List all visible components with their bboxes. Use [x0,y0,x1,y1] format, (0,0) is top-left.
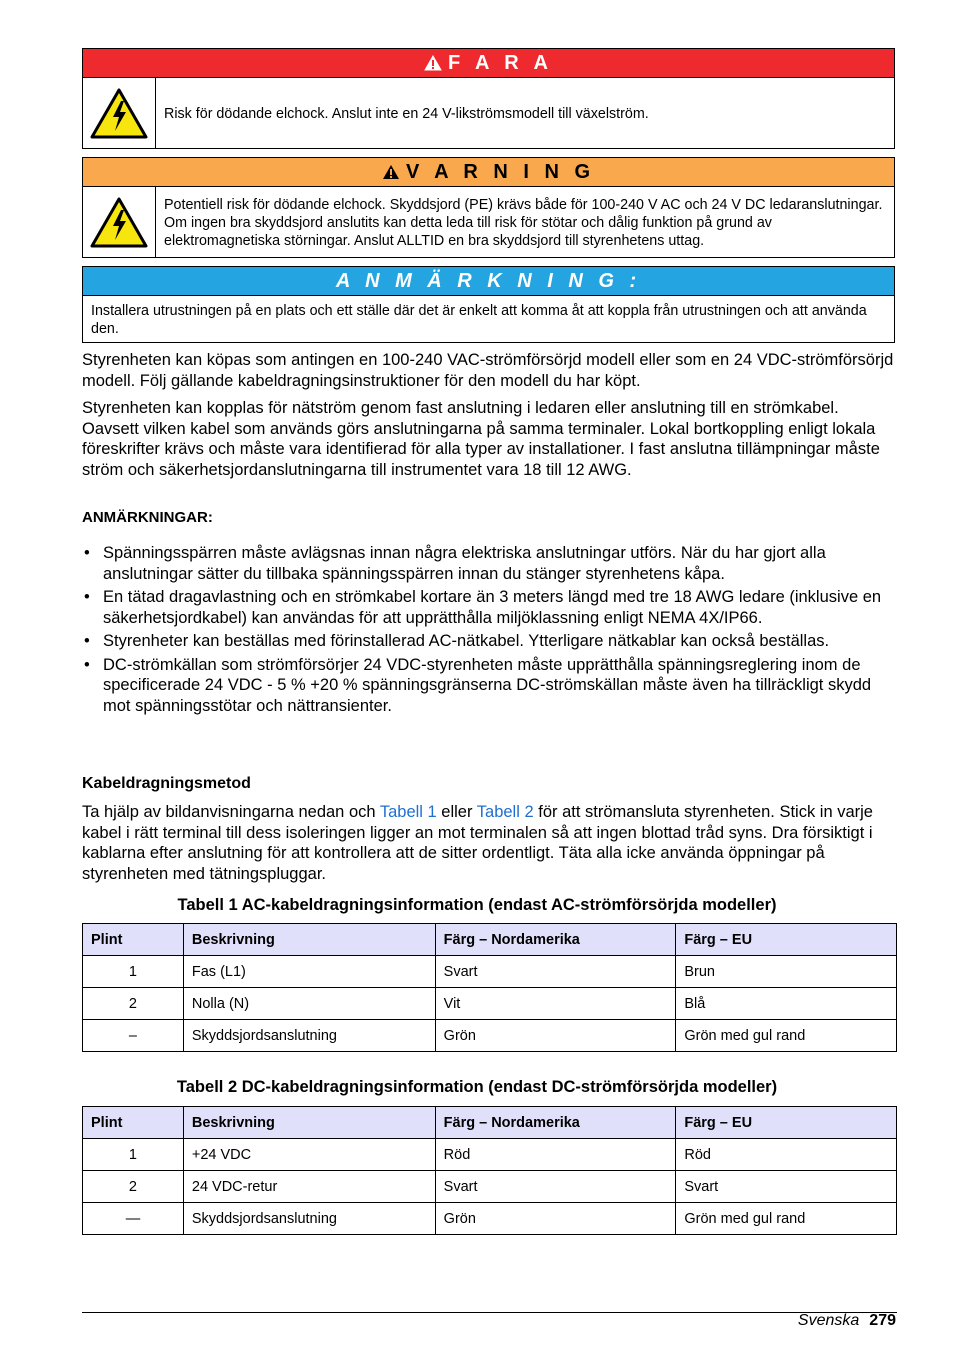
electrical-hazard-icon [89,87,149,141]
warning-text: Potentiell risk för dödande elchock. Skyddsjord (PE) krävs både för 100-240 V AC och 24 V DC ledaranslutningar. Om ingen bra skyddsjord anslutits kan detta leda till risk för stötar och dålig funktion på grund av elektromagnetiska störningar. Anslut ALLTID en bra skyddsjord till styrenhetens uttag. [164,196,883,249]
note-header [83,267,894,296]
table-row: – Skyddsjordsanslutning Grön Grön med gul rand [83,1020,897,1052]
table-header-row [83,924,897,956]
table-1-caption: Tabell 1 AC-kabeldragningsinformation (endast AC-strömförsörjda modeller) [177,896,777,914]
dc-wiring-table [82,1106,897,1235]
warning-notice [82,157,895,258]
danger-text: Risk för dödande elchock. Anslut inte en 24 V-likströmsmodell till växelström. [164,105,649,122]
table-2-caption: Tabell 2 DC-kabeldragningsinformation (endast DC-strömförsörjda modeller) [176,1078,778,1096]
column-header: Färg – EU [676,1107,897,1139]
electrical-hazard-icon-cell [83,78,156,149]
note-text: Installera utrustningen på en plats och ett ställe där det är enkelt att komma åt att koppla från utrustningen och att använda den. [91,303,867,337]
ac-wiring-table [82,923,897,1052]
method-heading: Kabeldragningsmetod [82,775,251,792]
notes-heading: ANMÄRKNINGAR: [82,509,213,526]
notes-list [82,543,897,719]
danger-title: F A R A [448,51,553,74]
table-2-link[interactable]: Tabell 2 [476,803,534,821]
warning-triangle-icon [382,164,400,180]
page-number: 279 [869,1312,896,1329]
list-item: • Styrenheter kan beställas med förinstallerad AC-nätkabel. Ytterligare nätkablar kan också beställas. [84,632,830,650]
table-row: 2 24 VDC-retur Svart Svart [83,1171,897,1203]
column-header: Färg – EU [676,924,897,956]
list-item: • En tätad dragavlastning och en strömkabel kortare än 3 meters längd med tre 18 AWG ledare (inklusive en säkerhetsjordkabel) kan användas för att upprätthålla miljöklassning enligt NEMA 4X/IP66. [84,588,882,627]
column-header: Plint [83,924,184,956]
intro-paragraph-2: Styrenheten kan kopplas för nätström genom fast anslutning i ledaren eller anslutning till en strömkabel. Oavsett vilken kabel som används görs anslutningarna på samma terminaler. Lokal bortkoppling enligt lokala föreskrifter krävs och måste vara identifierad för alla typer av installationer. I fast anslutna tillämpningar måste ström och säkerhetsjordanslutningarna till instrumentet vara 18 till 12 AWG. [82,399,880,479]
list-item: • Spänningsspärren måste avlägsnas innan några elektriska anslutningar utförs. När du har gjort alla anslutningar sätter du tillbaka spänningsspärren innan du stänger styrenhetens kåpa. [84,544,826,583]
danger-notice [82,48,895,149]
warning-triangle-icon [424,55,442,71]
electrical-hazard-icon [89,196,149,250]
intro-paragraph-1: Styrenheten kan köpas som antingen en 100-240 VAC-strömförsörjd modell eller som en 24 VDC-strömförsörjd modell. Följ gällande kabeldragningsinstruktioner för den modell du har köpt. [82,351,894,390]
column-header: Beskrivning [183,924,435,956]
column-header: Färg – Nordamerika [435,1107,676,1139]
table-row: 1 Fas (L1) Svart Brun [83,956,897,988]
table-1-link[interactable]: Tabell 1 [379,803,437,821]
warning-header [83,158,894,187]
note-title: A N M Ä R K N I N G : [335,269,642,292]
column-header: Plint [83,1107,184,1139]
table-row: — Skyddsjordsanslutning Grön Grön med gul rand [83,1203,897,1235]
page-footer [798,1312,896,1330]
note-notice [82,266,895,343]
column-header: Färg – Nordamerika [435,924,676,956]
danger-header [83,49,894,78]
method-paragraph: Ta hjälp av bildanvisningarna nedan och Tabell 1 eller Tabell 2 för att strömansluta styrenheten. Stick in varje kabel i rätt terminal till dess isoleringen ligger an mot terminalen så att ingen blottad tråd syns. Dra försiktigt i kablarna efter anslutning för att kontrollera att de sitter ordentligt. Täta alla icke använda öppningar på styrenheten med tätningspluggar. [82,803,873,883]
electrical-hazard-icon-cell [83,187,156,258]
list-item: • DC-strömkällan som strömförsörjer 24 VDC-styrenheten måste upprätthålla spänningsreglering inom de specificerade 24 VDC - 5 % +20 % spänningsgränserna DC-strömskällan måste även ha tillräckligt skydd mot spänningsstötar och nättransienter. [84,655,872,715]
warning-title: V A R N I N G [405,160,596,183]
table-row: 2 Nolla (N) Vit Blå [83,988,897,1020]
table-header-row [83,1107,897,1139]
column-header: Beskrivning [183,1107,435,1139]
footer-divider [82,1312,897,1313]
table-row: 1 +24 VDC Röd Röd [83,1139,897,1171]
footer-language: Svenska [797,1312,860,1329]
